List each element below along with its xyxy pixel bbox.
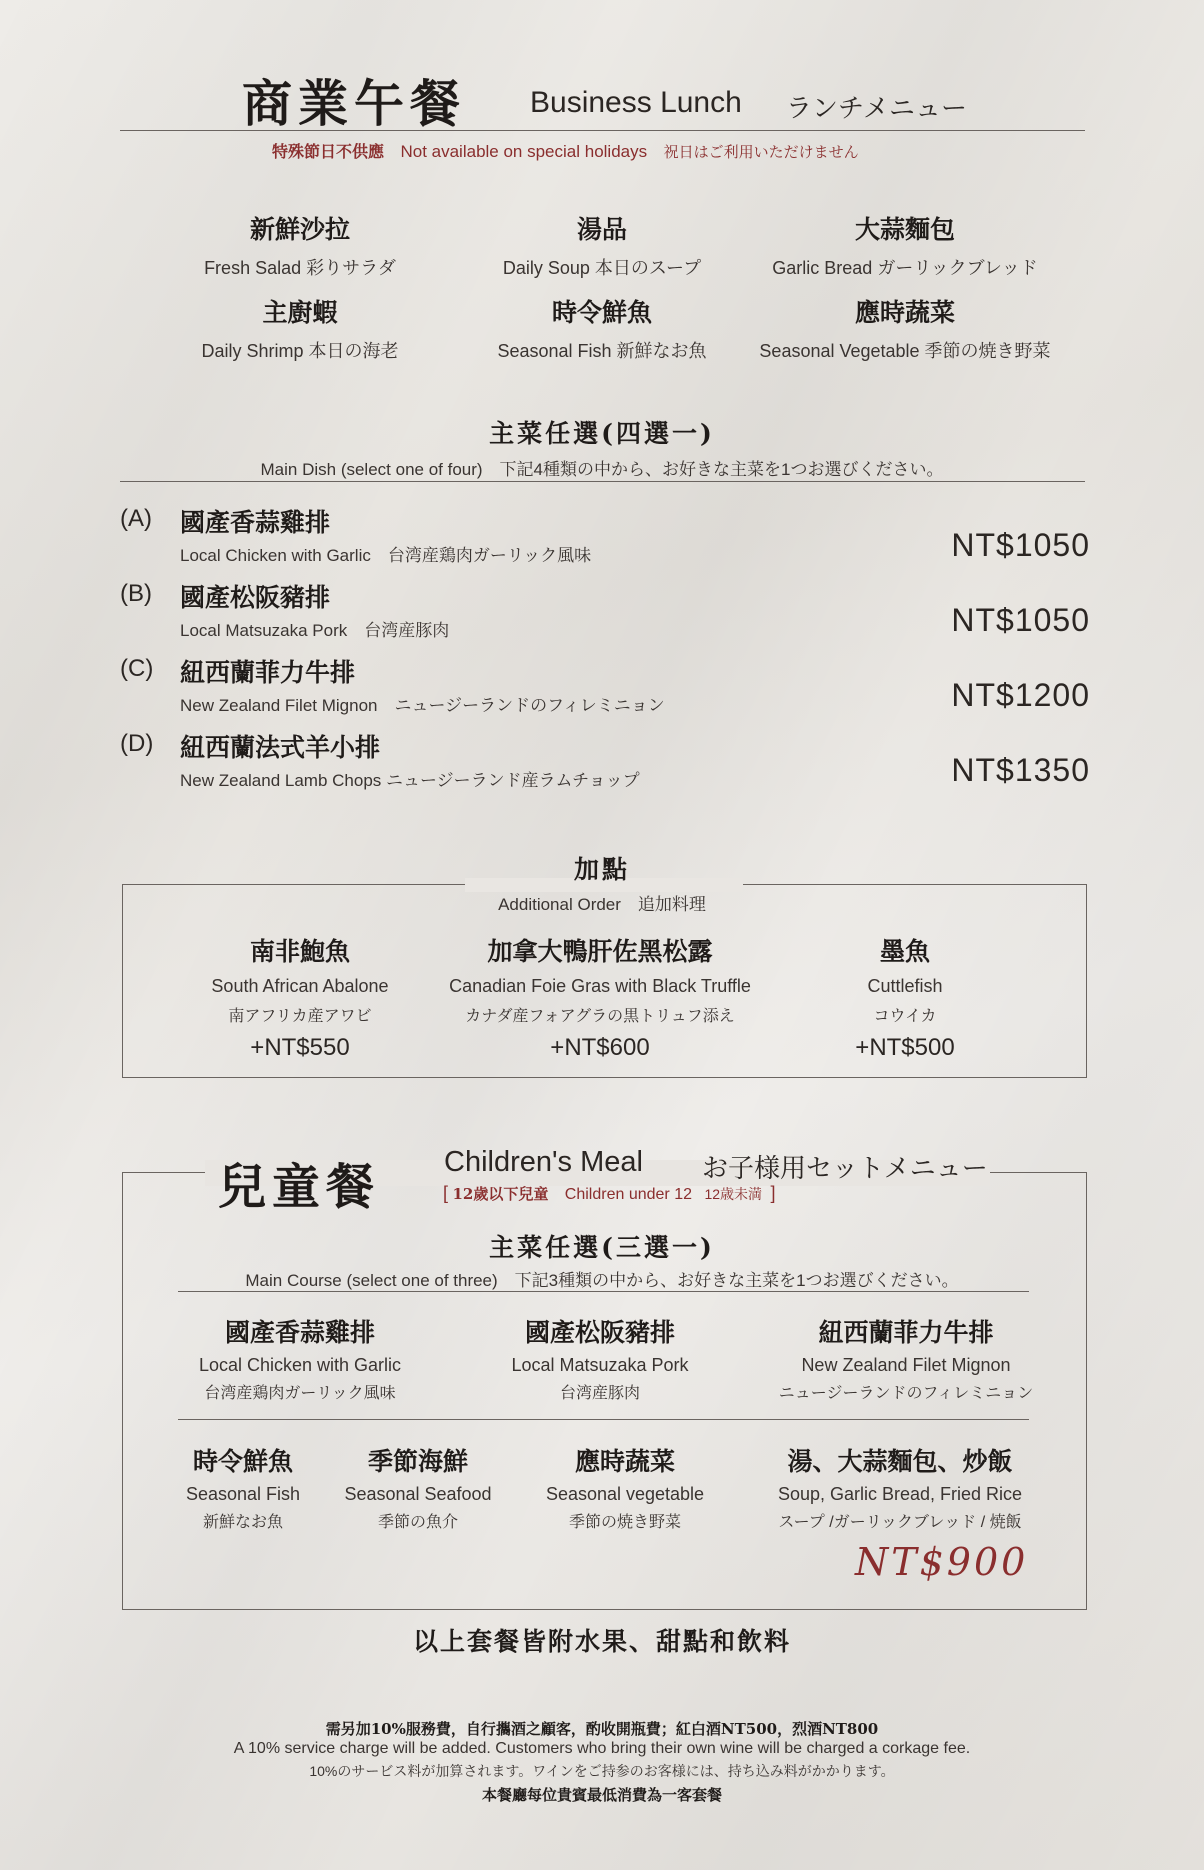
kids-side-item [163,1442,323,1532]
additional-item-zh: 加拿大鴨肝佐黑松露 [487,937,713,966]
kids-sides-divider [178,1419,1029,1420]
additional-item [430,932,770,1062]
kids-side-zh: 時令鮮魚 [192,1447,293,1476]
additional-item-zh: 南非鮑魚 [249,937,350,966]
age-note-zh: 12歲以下兒童 [452,1185,549,1203]
dish-name-en: New Zealand Filet Mignon ニュージーランドのフィレミニョン [180,696,665,715]
included-item-zh: 湯品 [576,215,627,244]
childrens-meal-title-zh: 兒童餐 [218,1159,381,1215]
dish-name-zh: 國產松阪豬排 [180,583,331,612]
childrens-meal-title-en: Children's Meal [444,1146,643,1178]
kids-side-en: Seasonal Fish [185,1484,301,1504]
additional-order-subtitle: Additional Order 追加料理 [498,895,706,914]
included-item-zh: 時令鮮魚 [551,298,652,327]
kids-side-item [735,1442,1065,1532]
childrens-age-note [443,1183,776,1204]
kids-main-subtitle: Main Course (select one of three) 下記3種類の中から、お好きな主菜を1つお選びください。 [245,1271,959,1290]
additional-item [805,932,1005,1062]
dish-letter: (A) [120,505,152,532]
additional-item-price: +NT$550 [250,1034,350,1061]
kids-main-item [460,1313,740,1403]
holiday-notice-jp: 祝日はご利用いただけません [663,144,859,161]
business-lunch-title-zh: 商業午餐 [242,74,466,133]
holiday-notice-zh: 特殊節日不供應 [272,142,385,161]
kids-side-en: Seasonal vegetable [545,1484,705,1504]
age-note-en: Children under 12 [564,1186,692,1203]
holiday-notice-en: Not available on special holidays [400,142,648,161]
included-item-en: Daily Shrimp 本日の海老 [201,341,399,361]
included-item-en: Daily Soup 本日のスープ [502,258,702,278]
included-item-zh: 大蒜麵包 [854,215,955,244]
additional-item-en: Cuttlefish [867,976,943,996]
additional-item-en: South African Abalone [211,976,389,996]
service-charge-zh: 需另加10%服務費，自行攜酒之顧客，酌收開瓶費；紅白酒NT500，烈酒NT800 [325,1720,879,1738]
dish-name-zh: 紐西蘭法式羊小排 [180,733,381,762]
main-dish-title: 主菜任選(四選一) [489,419,715,448]
included-item-en: Seasonal Fish 新鮮なお魚 [497,341,707,361]
kids-main-item [756,1313,1056,1403]
kids-main-divider [178,1291,1029,1292]
kids-main-zh: 紐西蘭菲力牛排 [818,1318,994,1347]
age-bracket-open: [ [443,1183,449,1203]
additional-item-zh: 墨魚 [879,937,930,966]
kids-main-jp: ニュージーランドのフィレミニョン [778,1385,1034,1402]
included-item [135,210,465,280]
holiday-notice [272,139,859,162]
kids-meal-price: NT$900 [855,1540,1029,1584]
kids-main-item [160,1313,440,1403]
kids-main-jp: 台湾産豚肉 [559,1385,640,1402]
included-item [437,210,767,280]
additional-item-jp: コウイカ [873,1008,937,1025]
kids-side-item [520,1442,730,1532]
kids-side-en: Soup, Garlic Bread, Fried Rice [777,1484,1023,1504]
dish-name-en: Local Chicken with Garlic 台湾産鶏肉ガーリック風味 [180,546,592,565]
dish-price: NT$1200 [951,677,1090,713]
kids-main-title: 主菜任選(三選一) [489,1233,715,1262]
included-item [740,293,1070,363]
age-note-jp: 12歳未満 [704,1186,763,1202]
kids-side-jp: スープ /ガーリックブレッド / 焼飯 [778,1514,1022,1531]
kids-main-en: New Zealand Filet Mignon [801,1355,1011,1375]
included-item-en: Seasonal Vegetable 季節の焼き野菜 [759,341,1051,361]
business-lunch-title-en: Business Lunch [530,86,742,119]
included-item-en: Garlic Bread ガーリックブレッド [772,258,1038,278]
included-item-en: Fresh Salad 彩りサラダ [204,258,396,278]
dish-name-en: New Zealand Lamb Chops ニュージーランド産ラムチョップ [180,771,640,790]
age-bracket-close: ] [770,1183,776,1203]
additional-item-price: +NT$600 [550,1034,650,1061]
dish-name-zh: 紐西蘭菲力牛排 [180,658,356,687]
dish-name-en: Local Matsuzaka Pork 台湾産豚肉 [180,621,450,640]
included-item-zh: 應時蔬菜 [854,298,955,327]
additional-item-en: Canadian Foie Gras with Black Truffle [449,976,751,996]
kids-side-jp: 季節の魚介 [377,1514,458,1531]
additional-item-price: +NT$500 [855,1034,955,1061]
kids-main-zh: 國產香蒜雞排 [224,1318,375,1347]
kids-side-zh: 應時蔬菜 [574,1447,675,1476]
included-item [135,293,465,363]
service-charge-jp: 10%のサービス料が加算されます。ワインをご持参のお客様には、持ち込み料がかかります。 [309,1763,895,1779]
kids-side-jp: 新鮮なお魚 [202,1514,283,1531]
kids-side-en: Seasonal Seafood [344,1484,492,1504]
included-item [740,210,1070,280]
dish-letter: (C) [120,655,154,682]
minimum-spend-note: 本餐廳每位貴賓最低消費為一客套餐 [481,1786,722,1804]
kids-side-item [328,1442,508,1532]
dish-letter: (B) [120,580,152,607]
additional-item [190,932,410,1062]
kids-side-jp: 季節の焼き野菜 [568,1514,681,1531]
additional-order-title: 加點 [573,855,630,884]
main-dish-item [120,655,1090,725]
service-charge-en: A 10% service charge will be added. Customers who bring their own wine will be charged a corkage fee. [233,1740,971,1757]
kids-main-jp: 台湾産鶏肉ガーリック風味 [204,1385,396,1402]
business-lunch-title-jp: ランチメニュー [786,93,967,123]
main-dish-item [120,730,1090,800]
kids-main-en: Local Matsuzaka Pork [511,1355,689,1375]
additional-item-jp: カナダ産フォアグラの黒トリュフ添え [465,1008,735,1025]
main-dish-subtitle: Main Dish (select one of four) 下記4種類の中から、お好きな主菜を1つお選びください。 [260,460,944,479]
dish-price: NT$1050 [951,527,1090,563]
kids-side-zh: 季節海鮮 [367,1447,468,1476]
main-dish-item [120,505,1090,575]
header-divider [120,130,1085,131]
kids-main-en: Local Chicken with Garlic [198,1355,402,1375]
dish-price: NT$1050 [951,602,1090,638]
included-item-zh: 主廚蝦 [262,298,338,327]
set-includes-note: 以上套餐皆附水果、甜點和飲料 [412,1627,791,1656]
kids-side-zh: 湯、大蒜麵包、炒飯 [787,1447,1013,1476]
main-dish-item [120,580,1090,650]
dish-price: NT$1350 [951,752,1090,788]
dish-letter: (D) [120,730,154,757]
included-item [437,293,767,363]
dish-name-zh: 國產香蒜雞排 [180,508,331,537]
kids-main-zh: 國產松阪豬排 [524,1318,675,1347]
included-item-zh: 新鮮沙拉 [249,215,350,244]
additional-item-jp: 南アフリカ産アワビ [228,1008,372,1025]
main-dish-divider [120,481,1085,482]
childrens-meal-title-jp: お子様用セットメニュー [702,1153,988,1183]
